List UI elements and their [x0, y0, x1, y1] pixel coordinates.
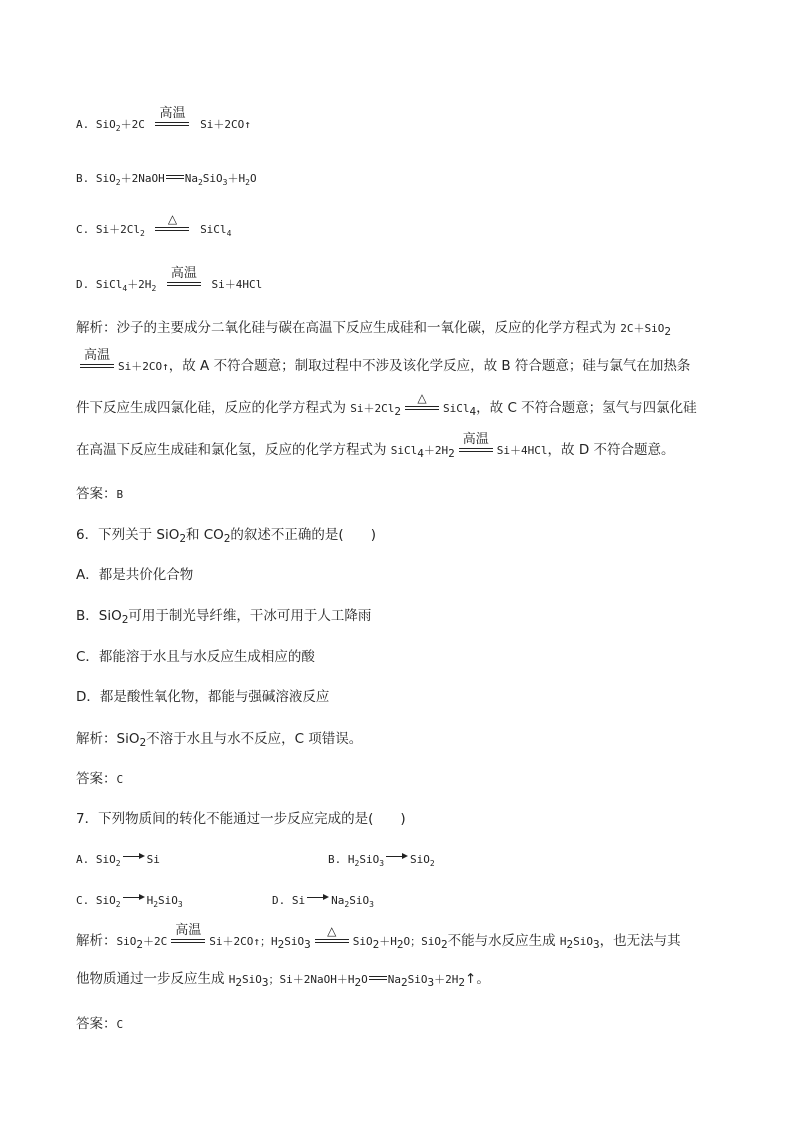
subscript: 2	[121, 613, 129, 626]
arrow-icon	[386, 852, 408, 862]
q5-option-c-text: SiCl	[200, 223, 227, 236]
formula: ＋2H	[423, 444, 449, 457]
explanation-text: ，故 C 不符合题意；氢气与四氯化硅	[476, 400, 697, 416]
question-text: 的叙述不正确的是( )	[230, 527, 376, 543]
q5-option-d-text: Si＋4HCl	[211, 278, 263, 291]
subscript: 3	[222, 178, 228, 187]
subscript: 4	[469, 405, 477, 418]
explanation-text: 在高温下反应生成硅和氯化氢，反应的化学方程式为	[76, 442, 391, 458]
subscript: 2	[223, 532, 231, 545]
subscript: 2	[354, 859, 360, 868]
q5-option-d	[76, 266, 263, 293]
answer-label: 答案：	[76, 486, 117, 502]
condition-label: 高温	[83, 348, 110, 363]
q5-answer	[76, 486, 123, 503]
reaction-condition-arrow	[167, 266, 201, 290]
explanation-text: ，故 D 不符合题意。	[547, 442, 675, 458]
formula: O；	[403, 935, 422, 948]
subscript: 2	[151, 284, 157, 293]
q6-option-a	[76, 567, 193, 583]
subscript: 2	[139, 736, 147, 749]
option-text: B. H	[328, 853, 355, 866]
option-text: C. SiO	[76, 894, 116, 907]
subscript: 2	[115, 124, 121, 133]
reaction-condition-arrow	[315, 924, 349, 947]
q6-option-b	[76, 608, 371, 624]
q6-answer	[76, 771, 123, 788]
q7-answer	[76, 1016, 123, 1033]
answer-value: B	[116, 488, 124, 501]
reaction-condition-arrow	[155, 212, 189, 235]
condition-label: 高温	[159, 106, 186, 121]
subscript: 2	[396, 938, 404, 951]
explanation-text: ，故 A 不符合题意；制取过程中不涉及该化学反应，故 B 符合题意；硅与氯气在加热条	[168, 358, 691, 374]
formula: SiCl	[390, 444, 418, 457]
q7-stem	[76, 811, 406, 827]
q5-option-d-text: D. SiCl	[76, 278, 123, 291]
option-text: D. Si	[272, 894, 306, 907]
subscript: 2	[448, 447, 455, 460]
formula: SiO	[573, 935, 594, 948]
subscript: 2	[566, 938, 574, 951]
option-text: Na	[331, 894, 345, 907]
option-text: 可用于制光导纤维，干冰可用于人工降雨	[128, 608, 372, 624]
q6-stem	[76, 527, 376, 543]
reaction-condition-arrow	[171, 923, 205, 947]
q5-option-a-text: ＋2C	[120, 118, 145, 131]
q5-option-b	[76, 171, 257, 187]
subscript: 2	[115, 900, 121, 909]
q6-option-d	[76, 689, 329, 705]
question-text: 6．下列关于 SiO	[76, 527, 180, 543]
q5-option-d-text: ＋2H	[127, 278, 152, 291]
explanation-text: 件下反应生成四氯化硅，反应的化学方程式为	[76, 400, 351, 416]
formula: SiO	[242, 973, 262, 986]
option-text: H	[146, 894, 154, 907]
option-text: C．都能溶于水且与水反应生成相应的酸	[76, 649, 315, 665]
q5-option-b-text: Na	[184, 172, 198, 185]
subscript: 4	[226, 229, 232, 238]
q5-option-c	[76, 212, 232, 238]
subscript: 3	[369, 900, 374, 909]
formula: ＋2H	[434, 973, 459, 986]
q7-option-a	[76, 852, 160, 868]
subscript: 2	[153, 900, 159, 909]
subscript: 2	[664, 325, 672, 338]
subscript: 3	[304, 938, 311, 951]
formula: 2C＋SiO	[620, 322, 665, 335]
formula: H	[228, 973, 236, 986]
subscript: 2	[139, 229, 145, 238]
option-text: SiO	[359, 853, 380, 866]
explanation-text: 解析：SiO	[76, 731, 140, 747]
arrow-icon	[307, 893, 329, 903]
q5-option-a-text: A. SiO	[76, 118, 116, 131]
formula: SiO	[421, 935, 441, 948]
q5-option-b-text: ＋2NaOH	[120, 172, 165, 185]
subscript: 3	[379, 859, 385, 868]
condition-label: 高温	[170, 266, 197, 281]
subscript: 2	[394, 405, 402, 418]
formula: ＋2C	[143, 935, 168, 948]
heat-symbol: △	[417, 391, 427, 405]
subscript: 2	[245, 178, 250, 187]
arrow-icon	[123, 893, 145, 903]
q5-option-b-text: O	[249, 172, 257, 185]
formula: H	[559, 935, 567, 948]
subscript: 2	[115, 178, 121, 187]
question-text: 7．下列物质间的转化不能通过一步反应完成的是( )	[76, 811, 406, 827]
explanation-text: 不溶于水且与水不反应，C 项错误。	[146, 731, 363, 747]
subscript: 2	[179, 532, 186, 545]
formula: Si＋2Cl	[350, 402, 395, 415]
answer-label: 答案：	[76, 771, 117, 787]
q5-option-b-text: B. SiO	[76, 172, 116, 185]
subscript: 2	[401, 976, 408, 989]
reaction-condition-arrow	[459, 432, 493, 456]
subscript: 3	[177, 900, 183, 909]
option-text: D．都是酸性氧化物，都能与强碱溶液反应	[76, 689, 330, 705]
reaction-condition-arrow	[80, 348, 114, 372]
q5-option-b-text: ＋H	[227, 172, 246, 185]
explanation-line	[76, 387, 721, 429]
formula: SiO	[407, 973, 428, 986]
q7-option-c	[76, 893, 183, 909]
subscript: 2	[277, 938, 285, 951]
q5-option-c-text: C. Si＋2Cl	[76, 223, 140, 236]
heat-symbol: △	[167, 212, 178, 226]
subscript: 2	[429, 859, 435, 868]
explanation-text: ，也无法与其	[599, 933, 681, 949]
subscript: 2	[136, 938, 143, 951]
subscript: 2	[372, 938, 380, 951]
option-text: Si	[146, 853, 160, 866]
subscript: 2	[235, 976, 243, 989]
q6-option-c	[76, 649, 315, 665]
question-text: 和 CO	[185, 527, 224, 543]
formula: SiO	[352, 935, 373, 948]
subscript: 4	[417, 447, 424, 460]
q5-option-b-text: SiO	[202, 172, 223, 185]
subscript: 2	[197, 178, 203, 187]
explanation-text: 不能与水反应生成	[447, 933, 560, 949]
subscript: 4	[122, 284, 128, 293]
explanation-line	[76, 924, 721, 958]
subscript: 2	[458, 976, 466, 989]
formula: Na	[387, 973, 402, 986]
option-text: B．SiO	[76, 608, 122, 624]
reaction-condition-arrow	[155, 106, 189, 130]
explanation-line	[76, 345, 721, 387]
formula: Si＋4HCl	[496, 444, 548, 457]
formula: ；Si＋2NaOH＋H	[268, 973, 355, 986]
subscript: 2	[440, 938, 448, 951]
explanation-line	[76, 429, 721, 471]
subscript: 3	[427, 976, 435, 989]
formula: Si＋2CO↑	[118, 360, 169, 373]
explanation-text: 他物质通过一步反应生成	[76, 971, 229, 987]
equals-sign	[166, 172, 184, 182]
subscript: 2	[344, 900, 350, 909]
q5-option-a-text: Si＋2CO↑	[200, 118, 251, 131]
subscript: 3	[593, 938, 600, 951]
subscript: 2	[115, 859, 121, 868]
arrow-icon	[123, 852, 145, 862]
answer-value: C	[116, 1018, 124, 1031]
option-text: SiO	[410, 853, 430, 866]
formula: SiO	[284, 935, 305, 948]
option-text: SiO	[158, 894, 178, 907]
subscript: 2	[354, 976, 362, 989]
equals-sign	[369, 973, 387, 983]
explanation-text: ↑。	[465, 971, 490, 987]
option-text: A. SiO	[76, 853, 116, 866]
q7-option-b	[328, 852, 435, 868]
explanation-text: 解析：沙子的主要成分二氧化硅与碳在高温下反应生成硅和一氧化碳，反应的化学方程式为	[76, 320, 621, 336]
answer-label: 答案：	[76, 1016, 117, 1032]
formula: SiCl	[443, 402, 470, 415]
q5-explanation	[76, 311, 721, 471]
heat-symbol: △	[327, 924, 337, 938]
condition-label: 高温	[175, 923, 202, 938]
q6-explanation	[76, 731, 362, 747]
option-text: SiO	[349, 894, 370, 907]
explanation-line	[76, 311, 721, 345]
q7-explanation	[76, 924, 721, 1000]
subscript: 3	[261, 976, 269, 989]
reaction-condition-arrow	[405, 391, 439, 414]
formula: SiO	[116, 935, 137, 948]
formula: ＋H	[379, 935, 397, 948]
condition-label: 高温	[462, 432, 489, 447]
q7-option-d	[272, 893, 374, 909]
explanation-text: 解析：	[76, 933, 117, 949]
explanation-line	[76, 958, 721, 1000]
formula: Si＋2CO↑；H	[209, 935, 278, 948]
q5-option-a	[76, 106, 251, 133]
option-text: A．都是共价化合物	[76, 567, 194, 583]
formula: O	[361, 973, 368, 986]
answer-value: C	[116, 773, 124, 786]
